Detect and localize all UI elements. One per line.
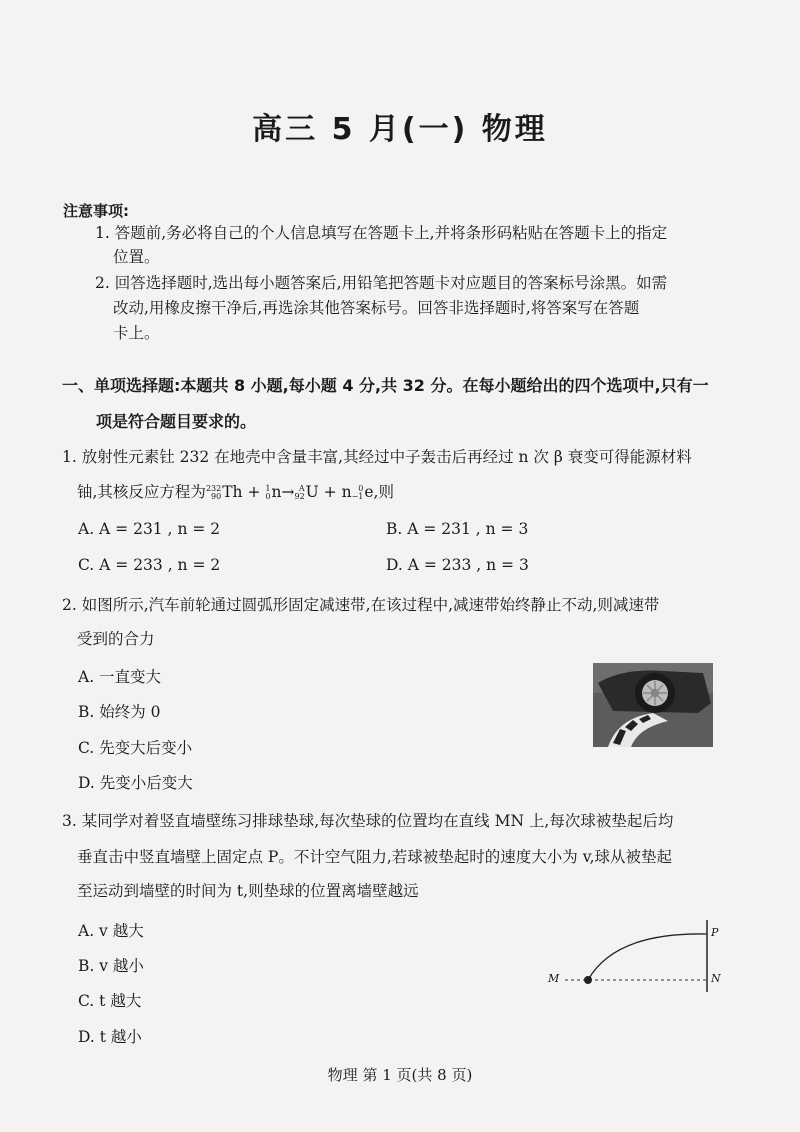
notice-item-1-line-1: 1. 答题前,务必将自己的个人信息填写在答题卡上,并将条形码粘贴在答题卡上的指定: [95, 224, 668, 242]
label-p: P: [711, 926, 719, 939]
q2-option-c: C. 先变大后变小: [78, 739, 193, 757]
page-footer: 物理 第 1 页(共 8 页): [327, 1066, 473, 1084]
q3-stem-line-1: 3. 某同学对着竖直墙壁练习排球垫球,每次垫球的位置均在直线 MN 上,每次球被垫起后均: [62, 812, 674, 830]
q2-stem-line-1: 2. 如图所示,汽车前轮通过圆弧形固定减速带,在该过程中,减速带始终静止不动,则减速带: [62, 596, 660, 614]
electron-isotope: 0 −1: [351, 484, 364, 501]
q1-option-c: C. A = 233 , n = 2: [78, 556, 221, 574]
label-n: N: [711, 972, 721, 985]
neutron-symbol: n→: [271, 483, 295, 501]
section-1-heading: 一、单项选择题:本题共 8 小题,每小题 4 分,共 32 分。在每小题给出的四个选项中,只有一: [62, 376, 709, 395]
q3-option-a: A. v 越大: [78, 922, 144, 940]
q2-option-b: B. 始终为 0: [78, 703, 161, 721]
q3-stem-line-2: 垂直击中竖直墙壁上固定点 P。不计空气阻力,若球被垫起时的速度大小为 v,球从被垫起: [77, 848, 673, 866]
q2-option-d: D. 先变小后变大: [78, 774, 193, 792]
q1-stem-line-2: [77, 481, 394, 503]
q3-stem-line-3: 至运动到墙壁的时间为 t,则垫球的位置离墙壁越远: [77, 882, 419, 900]
q1-stem-line-1: 1. 放射性元素钍 232 在地壳中含量丰富,其经过中子轰击后再经过 n 次 β 衰变可得能源材料: [62, 448, 692, 466]
u-isotope: A 92: [294, 484, 305, 501]
neutron-isotope: 1 0: [265, 484, 271, 501]
q3-option-b: B. v 越小: [78, 957, 144, 975]
notice-heading: 注意事项:: [63, 202, 129, 220]
page-title: 高三 5 月(一) 物理: [252, 112, 548, 147]
q3-option-c: C. t 越大: [78, 992, 142, 1010]
q3-option-d: D. t 越小: [78, 1028, 142, 1046]
q1-option-a: A. A = 231 , n = 2: [78, 520, 221, 538]
th-symbol: Th +: [222, 483, 261, 501]
notice-item-1-line-2: 位置。: [113, 248, 160, 266]
q1-equation-prefix: 铀,其核反应方程为: [77, 483, 206, 501]
th-isotope: 232 90: [205, 484, 222, 501]
notice-item-2-line-3: 卡上。: [113, 324, 160, 342]
q2-stem-line-2: 受到的合力: [77, 630, 155, 648]
label-m: M: [548, 972, 560, 985]
notice-item-2-line-1: 2. 回答选择题时,选出每小题答案后,用铅笔把答题卡对应题目的答案标号涂黑。如需: [95, 274, 668, 292]
q1-option-b: B. A = 231 , n = 3: [386, 520, 529, 538]
q2-option-a: A. 一直变大: [78, 668, 162, 686]
q1-option-d: D. A = 233 , n = 3: [386, 556, 529, 574]
section-1-heading-cont: 项是符合题目要求的。: [96, 412, 257, 431]
notice-item-2-line-2: 改动,用橡皮擦干净后,再选涂其他答案标号。回答非选择题时,将答案写在答题: [113, 299, 640, 317]
q3-trajectory-figure: [545, 912, 725, 1002]
car-speed-bump-photo: [593, 663, 713, 747]
electron-symbol: e,则: [364, 483, 394, 501]
u-symbol: U + n: [305, 483, 352, 501]
